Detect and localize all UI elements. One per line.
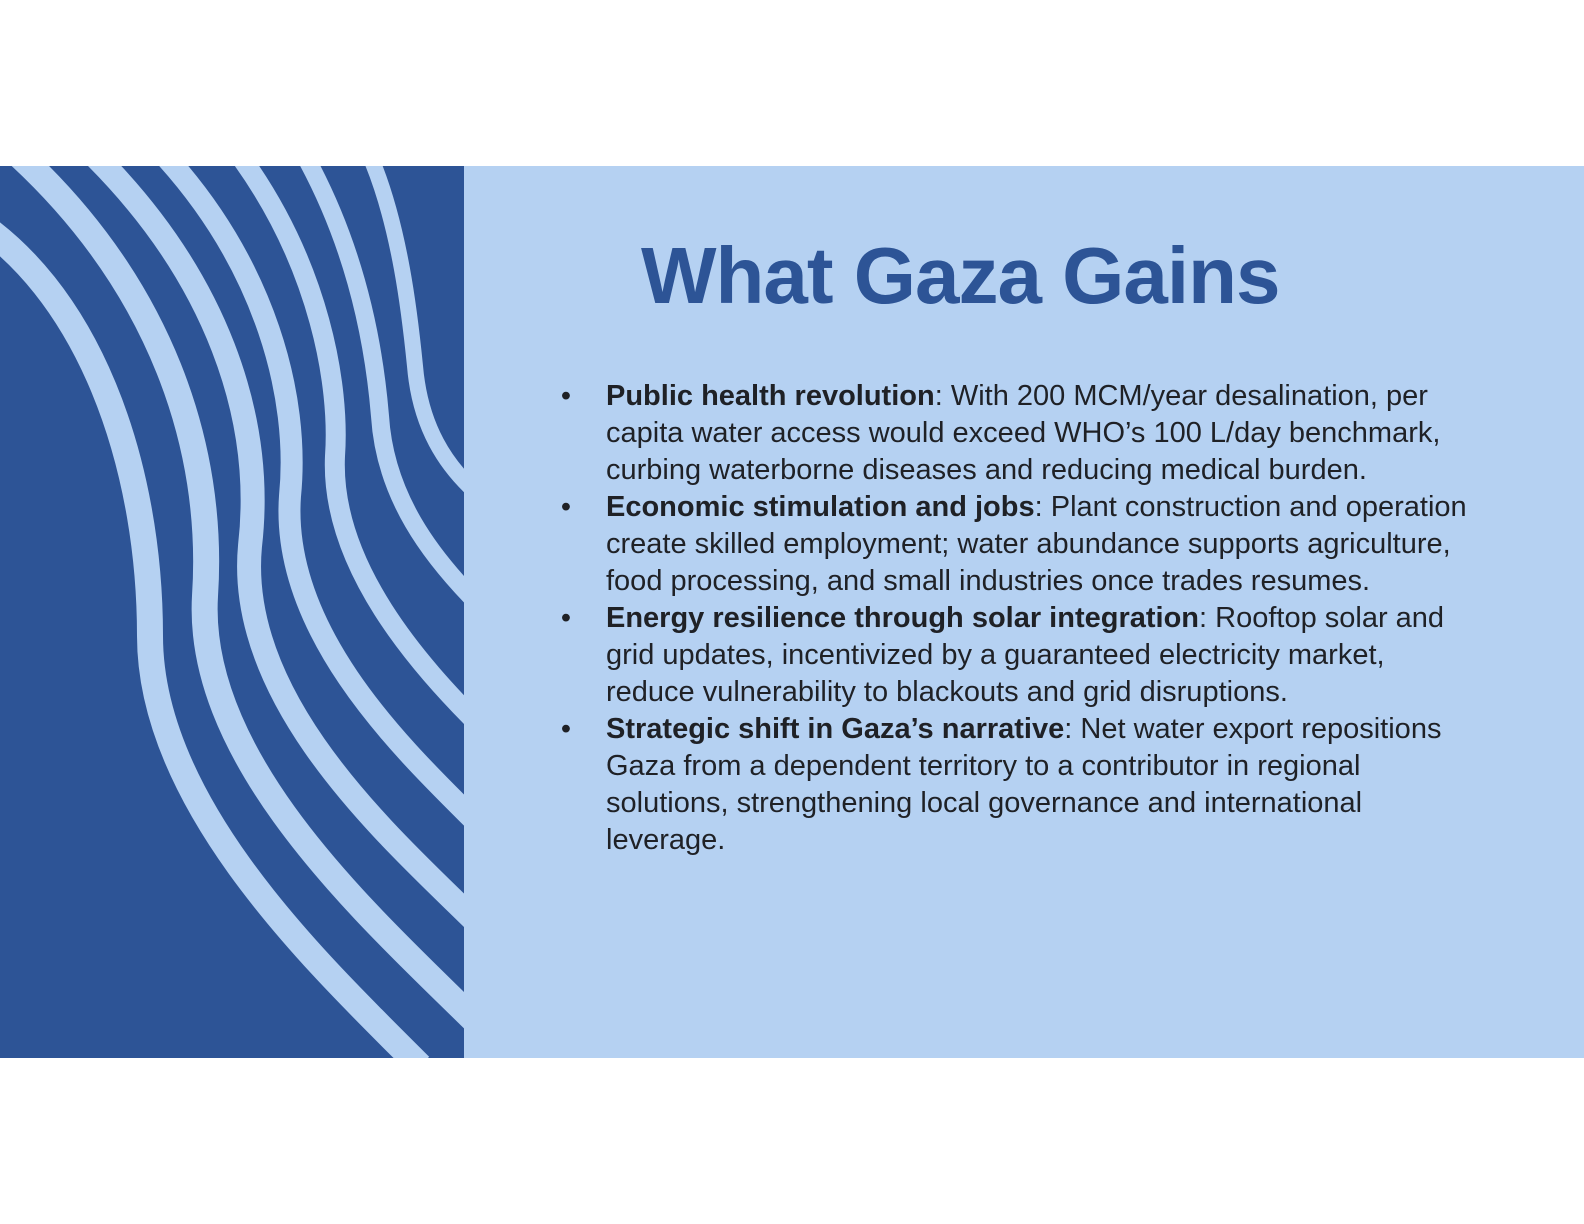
slide-title: What Gaza Gains (641, 231, 1280, 320)
bullet-heading: Public health revolution (606, 380, 935, 412)
bullet-dot: • (560, 713, 572, 745)
bullet-dot: • (560, 602, 572, 634)
wave-stripes-graphic (0, 166, 464, 1058)
bullet-text: With 200 MCM/year desalination, per capita water access would exceed WHO’s 100 L/day benchmark, curbing waterborne diseases and reducing medical burden. (606, 380, 1441, 486)
bullet-item-strategic (556, 711, 1476, 859)
bullet-item-energy (556, 600, 1476, 711)
bullet-dot: • (560, 491, 572, 523)
bullet-heading: Energy resilience through solar integration (606, 602, 1200, 634)
bullet-item-economic (556, 489, 1476, 600)
bullet-separator: : (1064, 713, 1073, 745)
bullet-dot: • (560, 380, 572, 412)
bullet-text: Rooftop solar and grid updates, incentivized by a guaranteed electricity market, reduce vulnerability to blackouts and grid disruptions. (606, 602, 1445, 708)
bullet-item-public-health (556, 378, 1476, 489)
bullet-heading: Economic stimulation and jobs (606, 491, 1035, 523)
bullet-list (556, 378, 1476, 859)
bullet-text: Net water export repositions Gaza from a dependent territory to a contributor in regional solutions, strengthening local governance and international leverage. (606, 713, 1442, 856)
bullet-separator: : (934, 380, 943, 412)
bullet-heading: Strategic shift in Gaza’s narrative (606, 713, 1065, 745)
slide (0, 166, 1584, 1058)
bullet-text: Plant construction and operation create skilled employment; water abundance supports agriculture, food processing, and small industries once trades resumes. (606, 491, 1467, 597)
bullet-separator: : (1199, 602, 1208, 634)
bullet-separator: : (1034, 491, 1043, 523)
